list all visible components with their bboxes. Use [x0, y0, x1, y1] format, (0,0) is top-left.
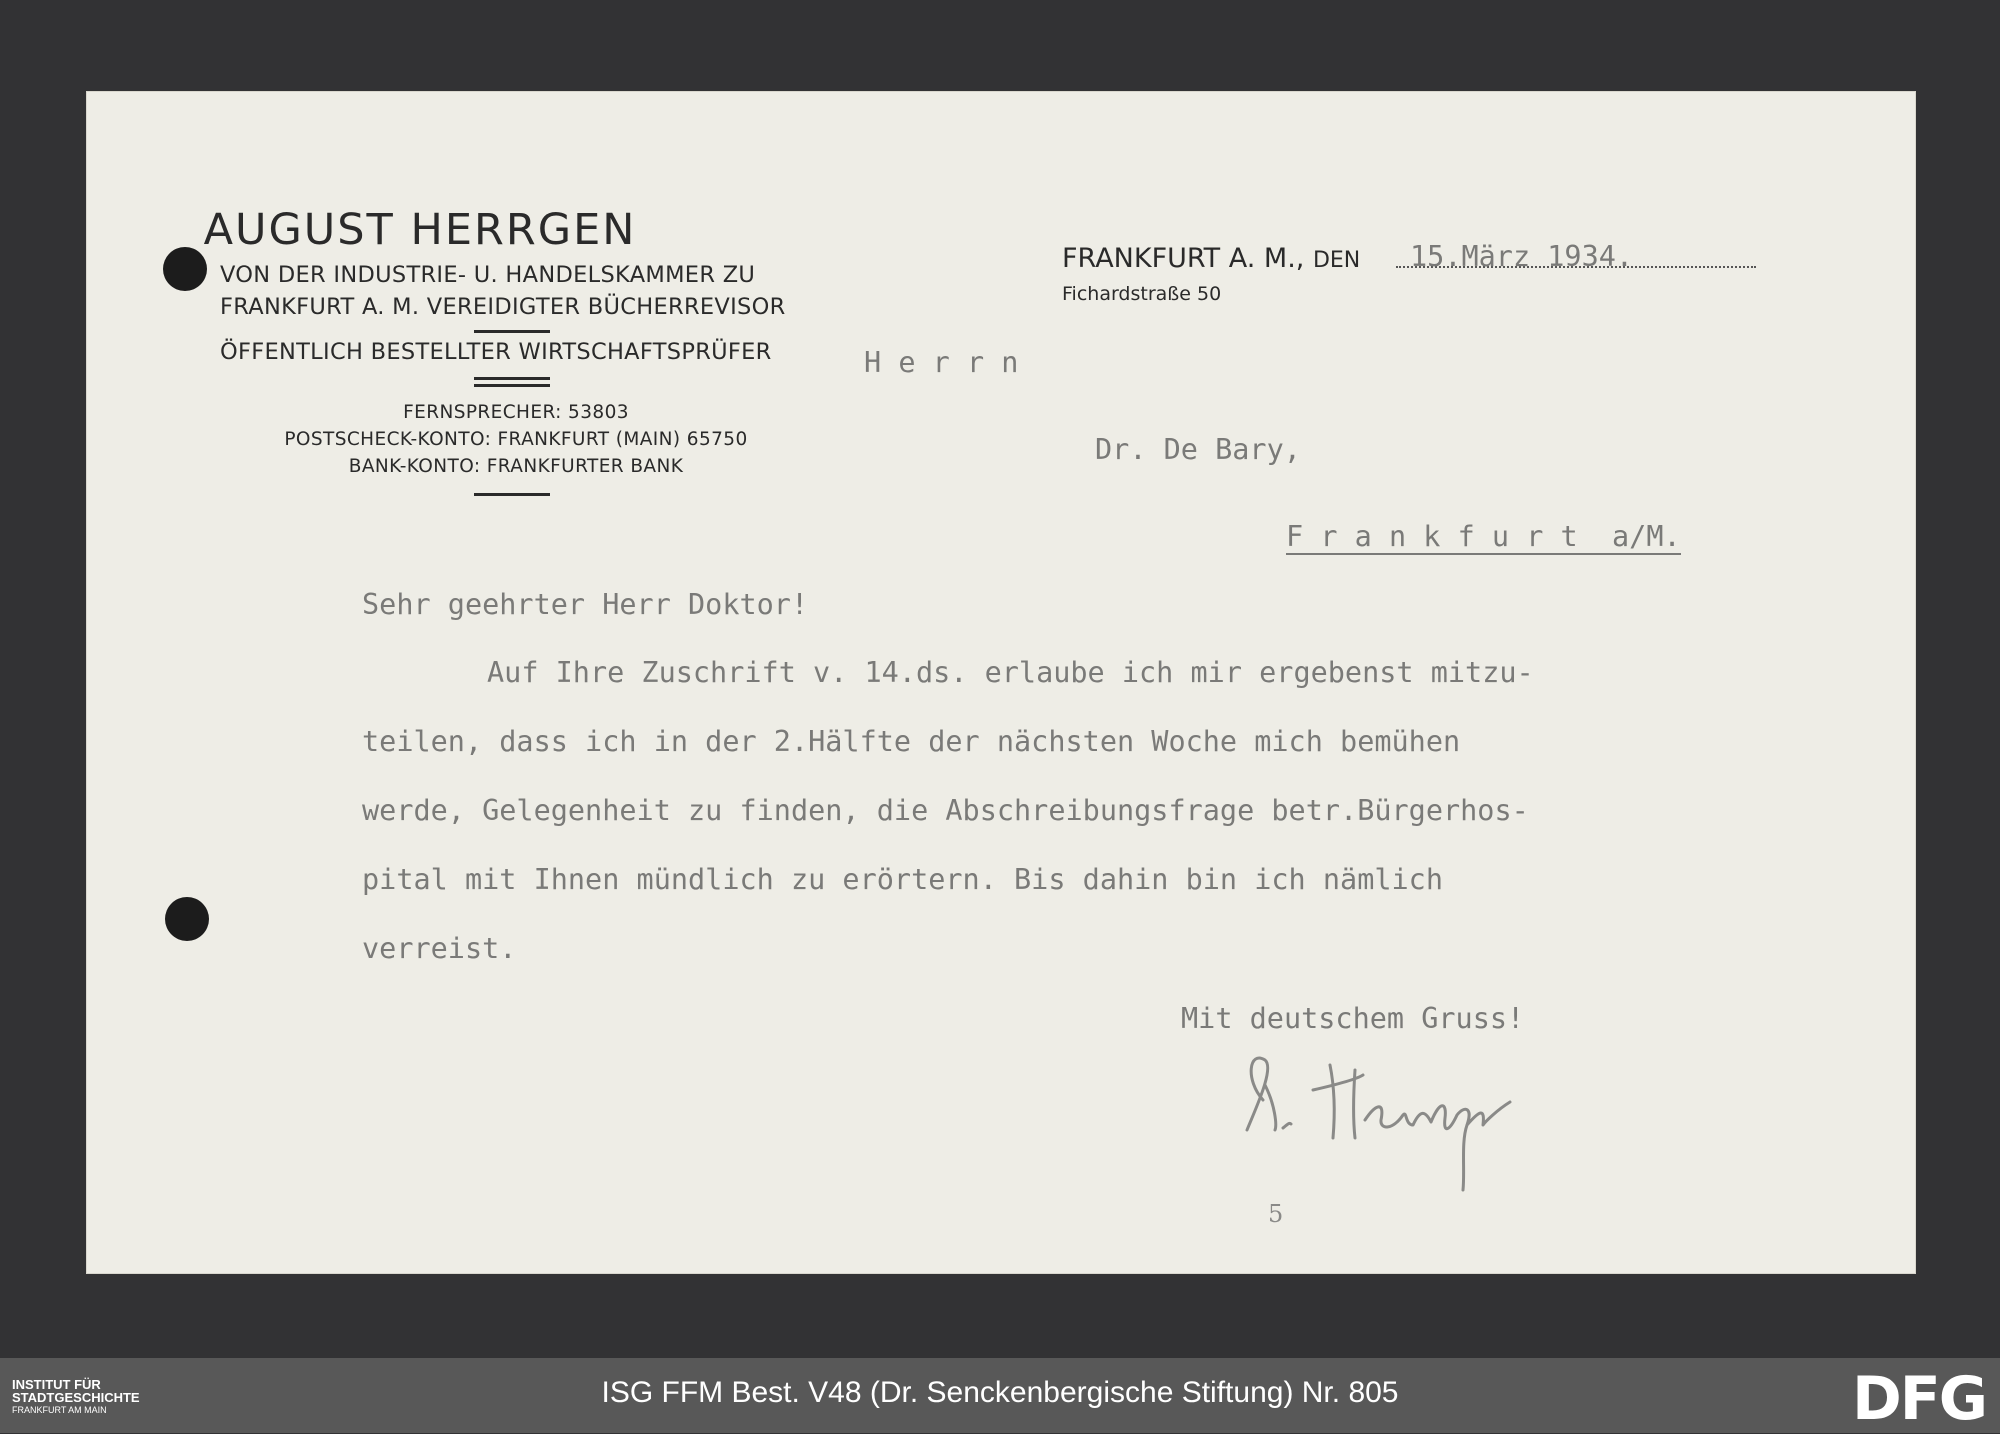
recipient-city: F r a n k f u r t a/M.	[1286, 520, 1681, 553]
pencil-mark: 5	[1268, 1200, 1284, 1228]
letterhead-divider	[474, 330, 550, 333]
letterhead-phone: FERNSPRECHER: 53803	[403, 402, 629, 423]
letterhead-divider	[474, 377, 550, 380]
letterhead-name: AUGUST HERRGEN	[203, 205, 637, 255]
punch-hole-bottom	[165, 897, 209, 941]
body-line-4: pital mit Ihnen mündlich zu erörtern. Bis dahin bin ich nämlich	[362, 863, 1443, 896]
recipient-salutation: H e r r n	[864, 346, 1019, 379]
body-line-3: werde, Gelegenheit zu finden, die Abschreibungsfrage betr.Bürgerhos-	[362, 794, 1529, 827]
dfg-logo: DFG	[1851, 1364, 1986, 1434]
institute-line-2: STADTGESCHICHTE	[12, 1390, 140, 1405]
street-address: Fichardstraße 50	[1062, 283, 1222, 305]
closing: Mit deutschem Gruss!	[1181, 1002, 1525, 1035]
place-line	[1062, 243, 1360, 274]
letterhead-line-2: FRANKFURT A. M. VEREIDIGTER BÜCHERREVISOR	[220, 294, 786, 320]
den-label: DEN	[1312, 248, 1361, 273]
body-line-1: Auf Ihre Zuschrift v. 14.ds. erlaube ich mir ergebenst mitzu-	[487, 656, 1534, 689]
letterhead-bank: BANK-KONTO: FRANKFURTER BANK	[348, 456, 684, 477]
greeting: Sehr geehrter Herr Doktor!	[362, 588, 809, 621]
archive-caption: ISG FFM Best. V48 (Dr. Senckenbergische Stiftung) Nr. 805	[601, 1376, 1399, 1409]
city-name: FRANKFURT A. M.,	[1062, 243, 1305, 274]
recipient-name: Dr. De Bary,	[1095, 433, 1301, 466]
letter-date: 15.März 1934.	[1410, 240, 1634, 273]
letterhead-postscheck: POSTSCHECK-KONTO: FRANKFURT (MAIN) 65750	[284, 429, 748, 450]
body-line-2: teilen, dass ich in der 2.Hälfte der nächsten Woche mich bemühen	[362, 725, 1461, 758]
letterhead-line-3: ÖFFENTLICH BESTELLTER WIRTSCHAFTSPRÜFER	[220, 339, 772, 365]
letterhead-divider	[474, 384, 550, 387]
body-line-5: verreist.	[362, 932, 517, 965]
letterhead-line-1: VON DER INDUSTRIE- U. HANDELSKAMMER ZU	[220, 262, 756, 288]
archive-footer	[0, 1358, 2000, 1433]
institute-line-3: FRANKFURT AM MAIN	[12, 1405, 107, 1415]
letterhead-divider	[474, 493, 550, 496]
handwritten-signature	[1235, 1030, 1575, 1200]
institute-line-1: INSTITUT FÜR	[12, 1377, 101, 1392]
